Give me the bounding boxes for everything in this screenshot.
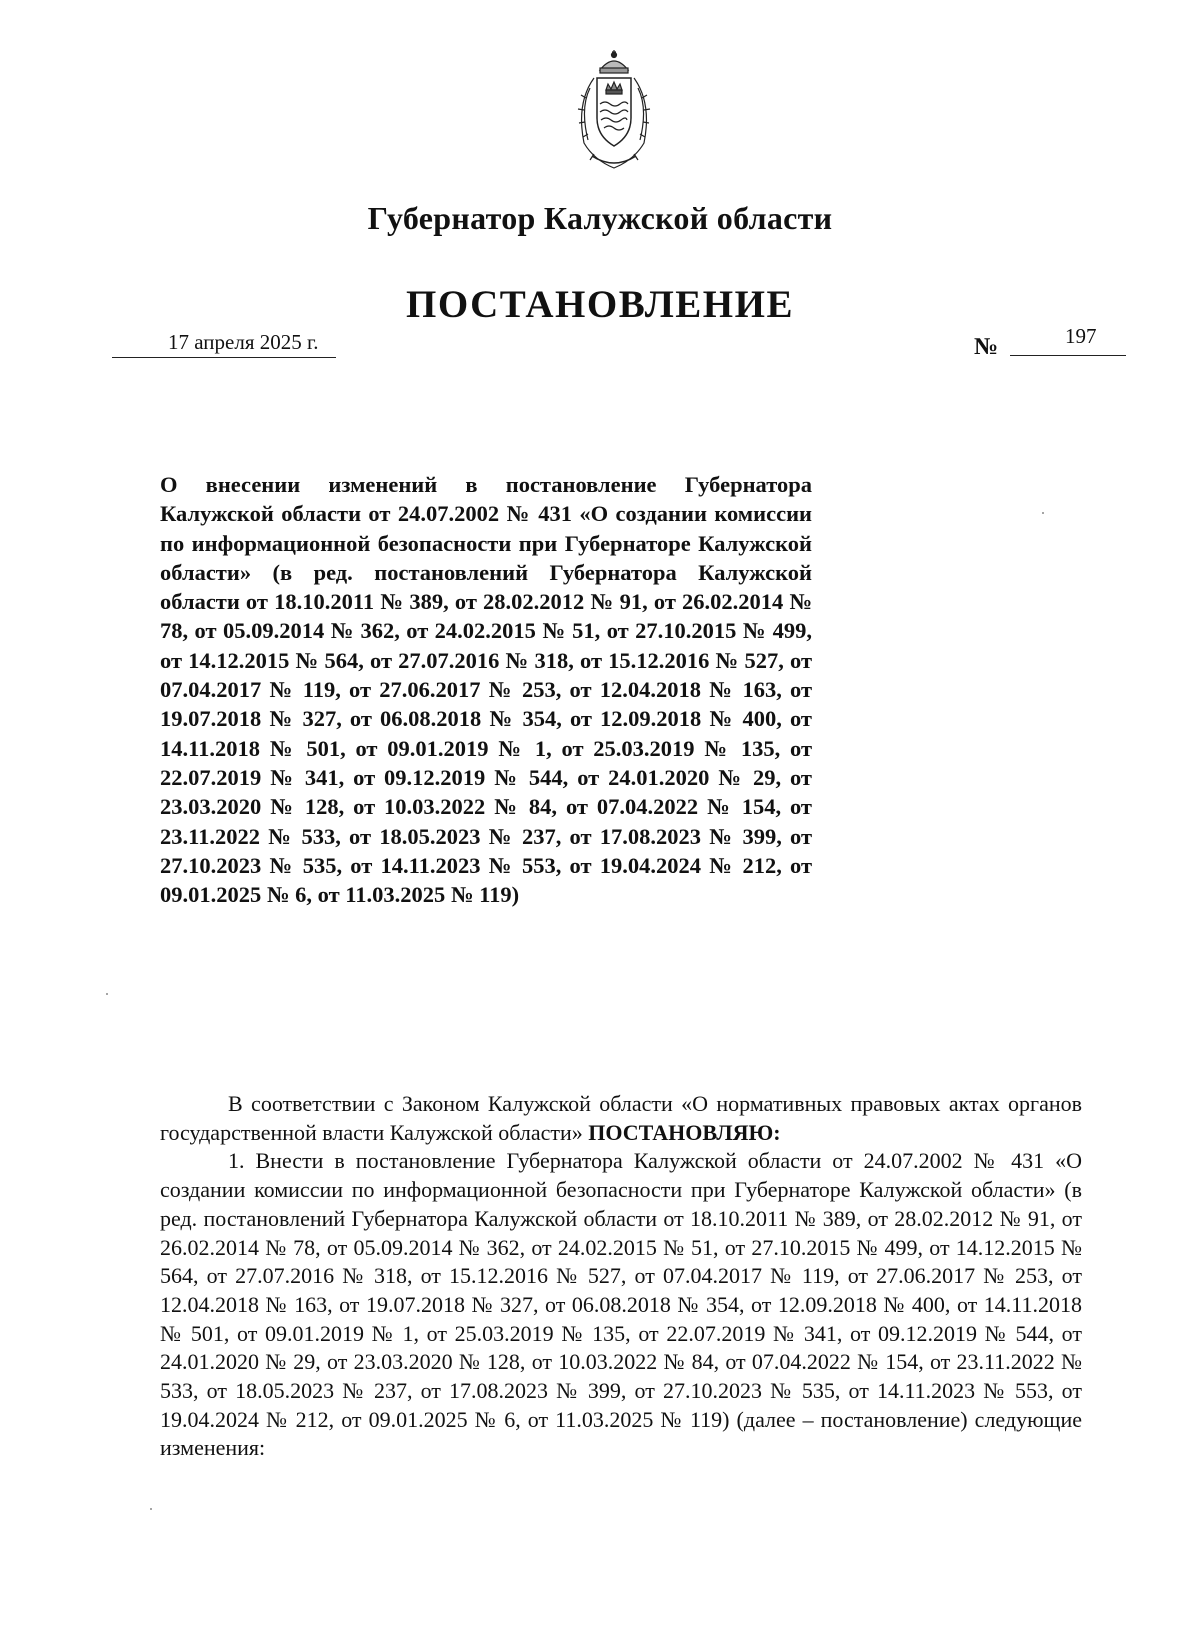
coat-of-arms-icon: [564, 48, 664, 174]
issuing-authority: Губернатор Калужской области: [367, 200, 833, 236]
number-underline: [1010, 355, 1126, 356]
resolve-keyword: ПОСТАНОВЛЯЮ:: [588, 1119, 781, 1145]
number-sign: №: [974, 334, 999, 360]
preamble-text: В соответствии с Законом Калужской области «О нормативных правовых актах органов государственной власти Калужской области»: [160, 1091, 1082, 1145]
document-subject: О внесении изменений в постановление Губернатора Калужской области от 24.07.2002 № 431 «О создании комиссии по информационной безопасности при Губернаторе Калужской области» (в ред. постановлений Губернатора Калужской области от 18.10.2011 № 389, от 28.02.2012 № 91, от 26.02.2014 № 78, от 05.09.2014 № 362, от 24.02.2015 № 51, от 27.10.2015 № 499, от 14.12.2015 № 564, от 27.07.2016 № 318, от 15.12.2016 № 527, от 07.04.2017 № 119, от 27.06.2017 № 253, от 12.04.2018 № 163, от 19.07.2018 № 327, от 06.08.2018 № 354, от 12.09.2018 № 400, от 14.11.2018 № 501, от 09.01.2019 № 1, от 25.03.2019 № 135, от 22.07.2019 № 341, от 09.12.2019 № 544, от 24.01.2020 № 29, от 23.03.2020 № 128, от 10.03.2022 № 84, от 07.04.2022 № 154, от 23.11.2022 № 533, от 18.05.2023 № 237, от 17.08.2023 № 399, от 27.10.2023 № 535, от 14.11.2023 № 553, от 19.04.2024 № 212, от 09.01.2025 № 6, от 11.03.2025 № 119): [160, 472, 812, 908]
document-date: 17 апреля 2025 г.: [168, 330, 319, 354]
date-underline: [112, 357, 336, 358]
document-body: [160, 1090, 1082, 1463]
scan-speck: [106, 993, 108, 995]
scan-speck: [150, 1508, 152, 1510]
document-number: 197: [1065, 324, 1097, 348]
item-1-paragraph: 1. Внести в постановление Губернатора Калужской области от 24.07.2002 № 431 «О создании комиссии по информационной безопасности при Губернаторе Калужской области» (в ред. постановлений Губернатора Калужской области от 18.10.2011 № 389, от 28.02.2012 № 91, от 26.02.2014 № 78, от 05.09.2014 № 362, от 24.02.2015 № 51, от 27.10.2015 № 499, от 14.12.2015 № 564, от 27.07.2016 № 318, от 15.12.2016 № 527, от 07.04.2017 № 119, от 27.06.2017 № 253, от 12.04.2018 № 163, от 19.07.2018 № 327, от 06.08.2018 № 354, от 12.09.2018 № 400, от 14.11.2018 № 501, от 09.01.2019 № 1, от 25.03.2019 № 135, от 22.07.2019 № 341, от 09.12.2019 № 544, от 24.01.2020 № 29, от 23.03.2020 № 128, от 10.03.2022 № 84, от 07.04.2022 № 154, от 23.11.2022 № 533, от 18.05.2023 № 237, от 17.08.2023 № 399, от 27.10.2023 № 535, от 14.11.2023 № 553, от 19.04.2024 № 212, от 09.01.2025 № 6, от 11.03.2025 № 119) (далее – постановление) следующие изменения:: [160, 1148, 1082, 1461]
scan-speck: [1042, 512, 1044, 514]
document-number-field: [1010, 324, 1126, 360]
document-type-title: ПОСТАНОВЛЕНИЕ: [405, 283, 794, 326]
document-date-field: [112, 330, 336, 362]
preamble-paragraph: [160, 1090, 1082, 1147]
